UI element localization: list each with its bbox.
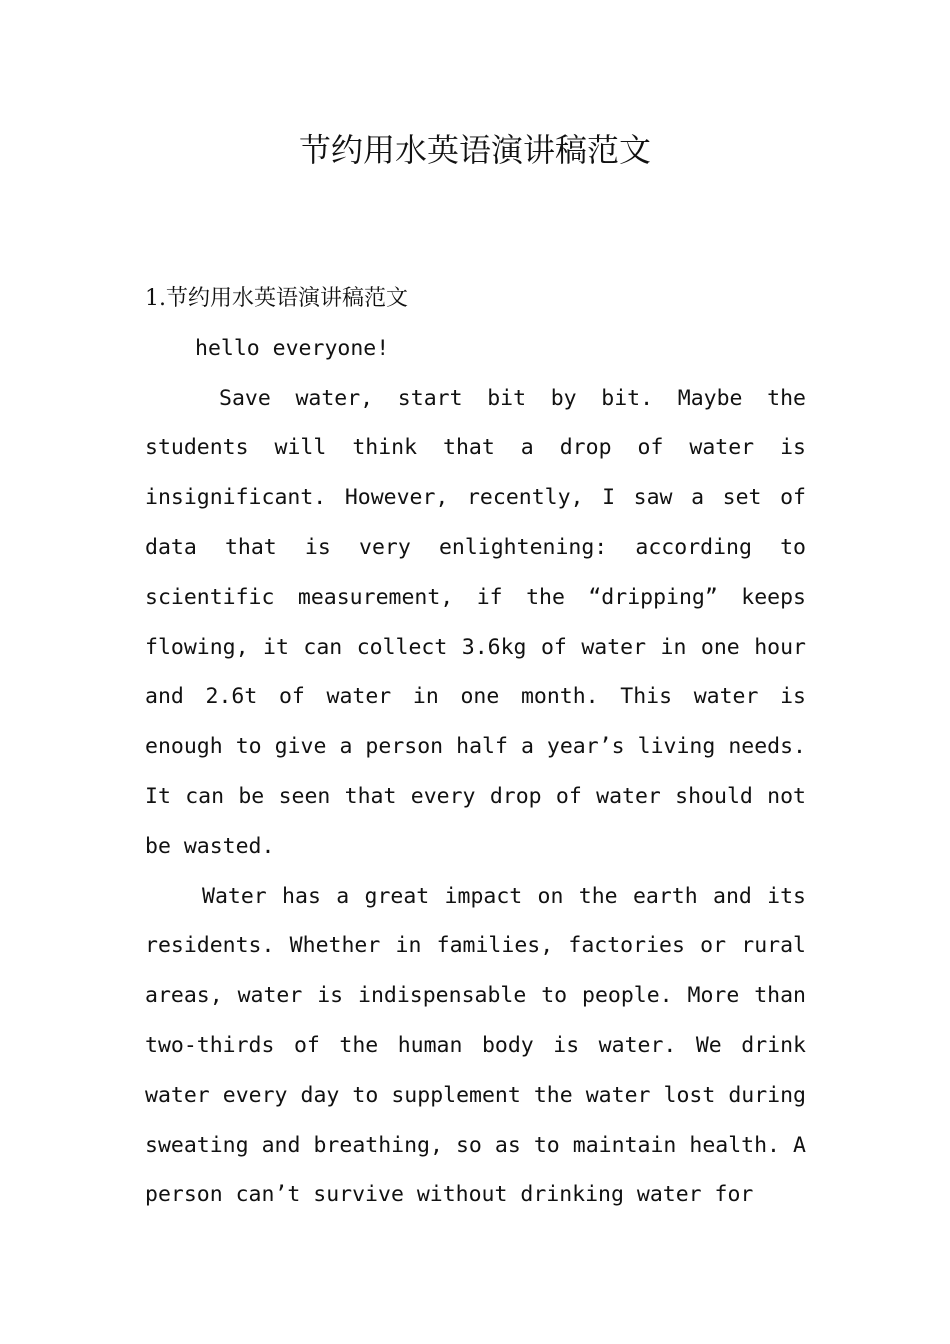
- document-title: 节约用水英语演讲稿范文: [298, 131, 651, 169]
- greeting-line: hello everyone!: [195, 335, 390, 361]
- paragraph-1: Save water, start bit by bit. Maybe the students will think that a drop of water is insignificant. However, recently, I saw a set of data that is very enlightening: according to scientific measurement, if the “dripping” keeps flowing, it can collect 3.6kg of water in one hour and 2.6t of water in one month. This water is enough to give a person half a year’s living needs. It can be seen that every drop of water should not be wasted.: [145, 385, 806, 859]
- section-heading: 1.节约用水英语演讲稿范文: [145, 286, 408, 311]
- document-body: [145, 274, 806, 1220]
- paragraph-2: Water has a great impact on the earth and its residents. Whether in families, factories or rural areas, water is indispensable to people. More than two-thirds of the human body is water. We drink water every day to supplement the water lost during sweating and breathing, so as to maintain health. A person can’t survive without drinking water for: [145, 883, 806, 1208]
